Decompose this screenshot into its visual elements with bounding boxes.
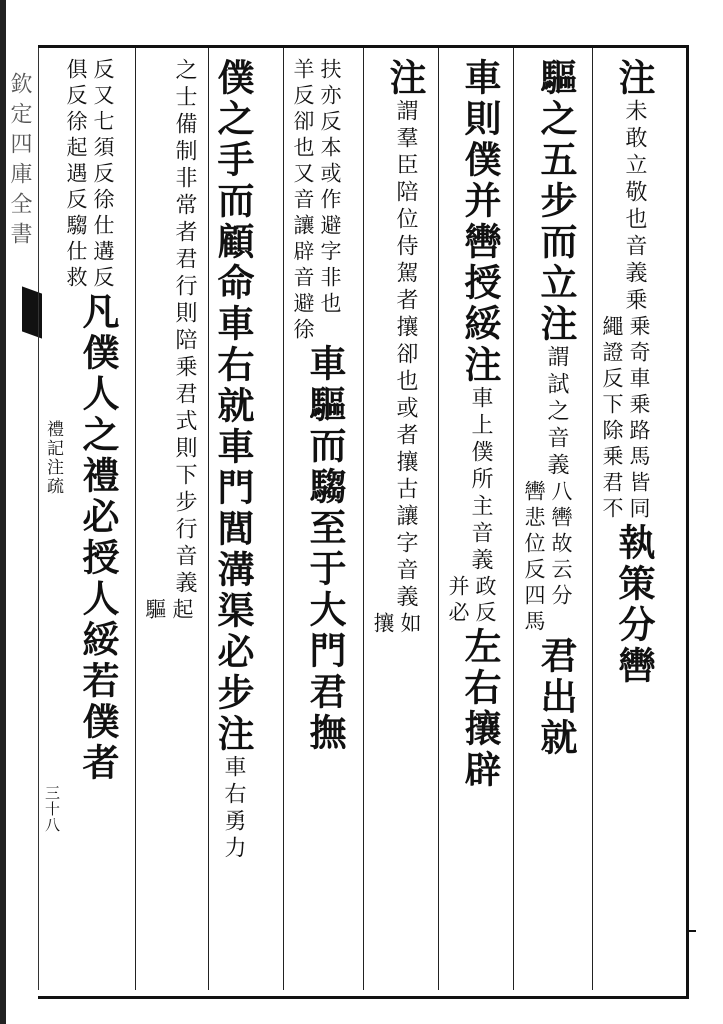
annotation-line: 轡悲位反四馬 [522,480,546,636]
annotation-line: 攘 [371,612,395,638]
annotation-line: 扶亦反本或作避字非也 [318,58,342,318]
annotation-line: 俱反徐起遇反騶仕救 [64,58,88,292]
main-text: 注 [612,58,656,99]
main-text: 凡僕人之禮必授人綏若僕者 [76,292,120,784]
commentary-text: 未敢立敬也音義 [622,99,647,288]
annotation-pair [369,612,423,638]
text-column-7 [141,58,195,988]
scan-edge [0,0,6,1024]
annotation-pair [520,480,574,636]
column-rule [208,48,209,990]
main-text: 注 [383,58,427,99]
annotation-line: 如 [398,612,422,638]
main-text: 君出就 [534,636,578,759]
annotation-pair [62,58,116,292]
annotation-line: 政反 [473,575,497,627]
commentary-text: 之士備制非常者君行則陪乗君式則下步行音義 [172,58,197,598]
annotation-line: 乗奇車乗路馬皆同 [627,315,651,523]
annotation-line: 反又七須反徐仕遘反 [91,58,115,292]
column-rule [283,48,284,990]
annotation-line: 八轡故云分 [549,480,573,610]
column-rule [592,48,593,990]
page-number: 三十八 [43,785,61,833]
commentary-text: 車上僕所主音義 [468,386,493,575]
commentary-text: 謂試之音義 [544,345,569,480]
annotation-line: 起 [170,598,194,624]
main-text: 驅之五步而立注 [534,58,578,345]
edge-tick [686,930,696,932]
main-text: 執策分轡 [612,523,656,687]
annotation-line: 羊反卻也又音讓辟音避徐 [291,58,315,344]
main-text: 僕之手而顧命車右就車門閭溝渠必步注 [211,58,255,755]
running-header: 欽定四庫全書 [7,72,32,252]
main-text: 車驅而騶至于大門君撫 [303,344,347,754]
text-column-1 [598,58,656,988]
commentary-text: 車右勇力 [221,755,246,863]
text-column-5 [289,58,347,988]
annotation-pair [289,58,343,344]
text-column-4 [369,58,427,988]
main-text: 車則僕并轡授綏注 [458,58,502,386]
frame-spine [38,48,39,990]
annotation-line: 繩證反下除乗君不 [600,315,624,523]
text-column-2 [520,58,578,988]
text-column-3 [444,58,502,988]
annotation-line: 驅 [143,598,167,624]
text-column-6 [211,58,255,988]
text-column-8 [62,58,120,988]
main-text: 左右攘辟 [458,627,502,791]
annotation-pair [444,575,498,627]
annotation-line: 并必 [446,575,470,627]
column-rule [363,48,364,990]
column-rule [513,48,514,990]
column-rule [135,48,136,990]
book-title: 禮記注疏 [43,420,63,496]
annotation-pair [598,315,652,523]
column-rule [438,48,439,990]
commentary-text: 乗 [622,288,647,315]
annotation-pair [141,598,195,624]
commentary-text: 謂羣臣陪位侍駕者攘卻也或者攘古讓字音義 [393,99,418,612]
